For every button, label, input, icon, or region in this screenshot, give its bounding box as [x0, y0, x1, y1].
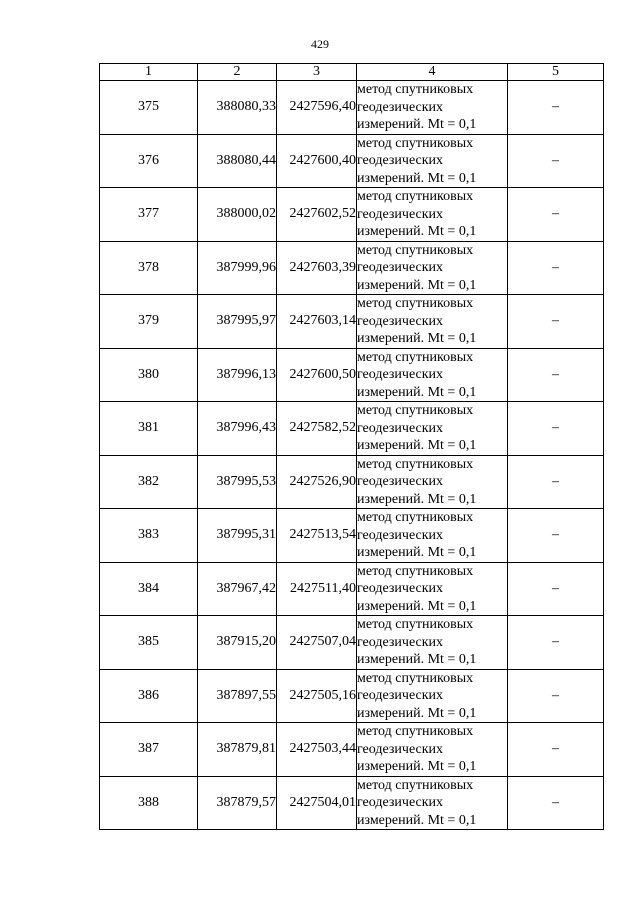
header-col-2: 2: [198, 64, 277, 81]
table-row: [100, 188, 604, 242]
header-col-1: 1: [100, 64, 198, 81]
method-cell: метод спутниковых геодезических измерений. Mt = 0,1: [357, 81, 508, 135]
note-cell: –: [508, 402, 604, 456]
table-row: [100, 455, 604, 509]
table-row: [100, 669, 604, 723]
y-coordinate-cell: 2427600,50: [277, 348, 357, 402]
y-coordinate-cell: 2427600,40: [277, 134, 357, 188]
y-coordinate-cell: 2427503,44: [277, 723, 357, 777]
x-coordinate-cell: 387995,31: [198, 509, 277, 563]
x-coordinate-cell: 387996,13: [198, 348, 277, 402]
point-number-cell: 381: [100, 402, 198, 456]
method-cell: метод спутниковых геодезических измерений. Mt = 0,1: [357, 562, 508, 616]
method-cell: метод спутниковых геодезических измерений. Mt = 0,1: [357, 348, 508, 402]
coordinates-table: [99, 63, 604, 830]
note-cell: –: [508, 295, 604, 349]
method-cell: метод спутниковых геодезических измерений. Mt = 0,1: [357, 241, 508, 295]
point-number-cell: 383: [100, 509, 198, 563]
header-col-4: 4: [357, 64, 508, 81]
point-number-cell: 376: [100, 134, 198, 188]
y-coordinate-cell: 2427603,39: [277, 241, 357, 295]
x-coordinate-cell: 387915,20: [198, 616, 277, 670]
x-coordinate-cell: 387995,53: [198, 455, 277, 509]
point-number-cell: 380: [100, 348, 198, 402]
x-coordinate-cell: 387897,55: [198, 669, 277, 723]
note-cell: –: [508, 509, 604, 563]
method-cell: метод спутниковых геодезических измерений. Mt = 0,1: [357, 669, 508, 723]
method-cell: метод спутниковых геодезических измерений. Mt = 0,1: [357, 295, 508, 349]
y-coordinate-cell: 2427603,14: [277, 295, 357, 349]
table-header-row: [100, 64, 604, 81]
y-coordinate-cell: 2427596,40: [277, 81, 357, 135]
table-row: [100, 348, 604, 402]
table-body: [100, 81, 604, 830]
note-cell: –: [508, 616, 604, 670]
note-cell: –: [508, 188, 604, 242]
y-coordinate-cell: 2427504,01: [277, 776, 357, 830]
header-col-5: 5: [508, 64, 604, 81]
page-number: 429: [311, 37, 329, 51]
note-cell: –: [508, 455, 604, 509]
y-coordinate-cell: 2427513,54: [277, 509, 357, 563]
x-coordinate-cell: 388000,02: [198, 188, 277, 242]
table-row: [100, 616, 604, 670]
table-row: [100, 776, 604, 830]
point-number-cell: 375: [100, 81, 198, 135]
method-cell: метод спутниковых геодезических измерений. Mt = 0,1: [357, 776, 508, 830]
table-row: [100, 509, 604, 563]
table-row: [100, 402, 604, 456]
header-col-3: 3: [277, 64, 357, 81]
x-coordinate-cell: 387879,81: [198, 723, 277, 777]
note-cell: –: [508, 81, 604, 135]
y-coordinate-cell: 2427511,40: [277, 562, 357, 616]
note-cell: –: [508, 241, 604, 295]
table-row: [100, 562, 604, 616]
y-coordinate-cell: 2427507,04: [277, 616, 357, 670]
method-cell: метод спутниковых геодезических измерений. Mt = 0,1: [357, 455, 508, 509]
method-cell: метод спутниковых геодезических измерений. Mt = 0,1: [357, 723, 508, 777]
point-number-cell: 385: [100, 616, 198, 670]
y-coordinate-cell: 2427505,16: [277, 669, 357, 723]
table-row: [100, 241, 604, 295]
note-cell: –: [508, 348, 604, 402]
point-number-cell: 379: [100, 295, 198, 349]
note-cell: –: [508, 723, 604, 777]
point-number-cell: 378: [100, 241, 198, 295]
table-row: [100, 295, 604, 349]
x-coordinate-cell: 387999,96: [198, 241, 277, 295]
point-number-cell: 377: [100, 188, 198, 242]
y-coordinate-cell: 2427526,90: [277, 455, 357, 509]
table-row: [100, 723, 604, 777]
point-number-cell: 388: [100, 776, 198, 830]
table-row: [100, 134, 604, 188]
x-coordinate-cell: 387967,42: [198, 562, 277, 616]
method-cell: метод спутниковых геодезических измерений. Mt = 0,1: [357, 134, 508, 188]
note-cell: –: [508, 669, 604, 723]
x-coordinate-cell: 387996,43: [198, 402, 277, 456]
method-cell: метод спутниковых геодезических измерений. Mt = 0,1: [357, 509, 508, 563]
note-cell: –: [508, 134, 604, 188]
x-coordinate-cell: 387879,57: [198, 776, 277, 830]
y-coordinate-cell: 2427602,52: [277, 188, 357, 242]
x-coordinate-cell: 387995,97: [198, 295, 277, 349]
x-coordinate-cell: 388080,44: [198, 134, 277, 188]
point-number-cell: 386: [100, 669, 198, 723]
point-number-cell: 382: [100, 455, 198, 509]
table-row: [100, 81, 604, 135]
method-cell: метод спутниковых геодезических измерений. Mt = 0,1: [357, 616, 508, 670]
method-cell: метод спутниковых геодезических измерений. Mt = 0,1: [357, 402, 508, 456]
y-coordinate-cell: 2427582,52: [277, 402, 357, 456]
point-number-cell: 384: [100, 562, 198, 616]
note-cell: –: [508, 776, 604, 830]
point-number-cell: 387: [100, 723, 198, 777]
x-coordinate-cell: 388080,33: [198, 81, 277, 135]
method-cell: метод спутниковых геодезических измерений. Mt = 0,1: [357, 188, 508, 242]
note-cell: –: [508, 562, 604, 616]
